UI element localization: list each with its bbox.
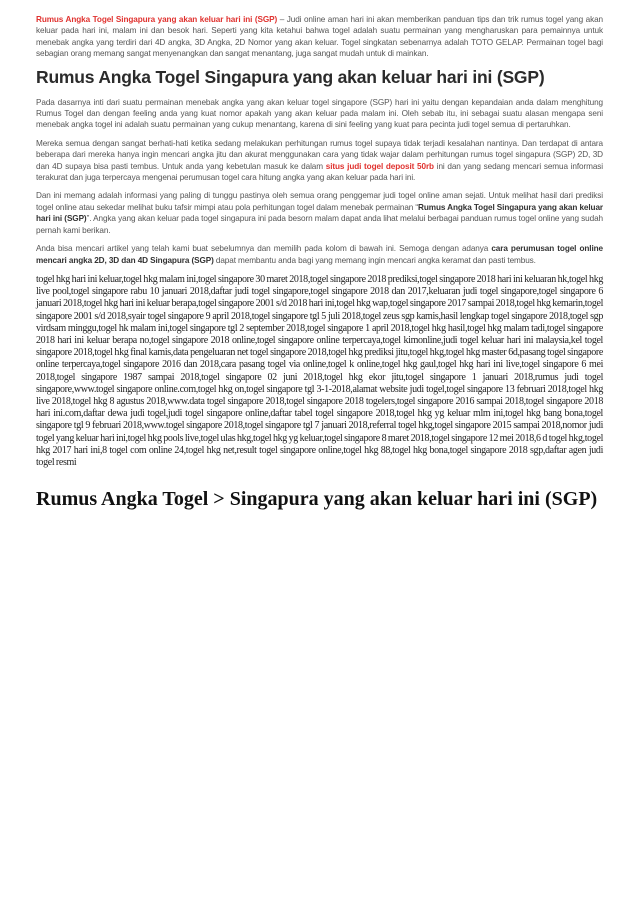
- intro-text: – Judi online aman hari ini akan memberikan panduan tips dan trik rumus togel yang akan keluar pada hari ini, malam ini dan besok hari. Seperti yang kita ketahui bahwa togel adalah suatu permainan yang mengharuskan para pemainnya untuk menebak angka yang terdiri dari 4D angka, 3D Angka, 2D Nomor yang akan keluar. Togel singkatan sebenarnya adalah TOTO GELAP. Permainan togel bagi sebagian orang memang sangat menyenangkan dan sangat menantang, juga sangat mudah untuk di mainkan.: [36, 15, 603, 59]
- bottom-heading: Rumus Angka Togel > Singapura yang akan keluar hari ini (SGP): [36, 488, 598, 511]
- paragraph-4-text-a: Anda bisa mencari artikel yang telah kami buat sebelumnya dan memilih pada kolom di bawah ini. Semoga dengan adanya: [36, 244, 492, 254]
- paragraph-3: [36, 190, 603, 236]
- paragraph-3-text-a: Dan ini memang adalah informasi yang paling di tunggu pastinya oleh semua orang penggemar judi togel online aman sejati. Untuk melihat hasil dari prediksi togel online atau sekedar melihat buku tafsir mimpi atau pola perhitungan togel dalam menebak permainan “: [36, 191, 603, 212]
- intro-title-link[interactable]: Rumus Angka Togel Singapura yang akan keluar hari ini (SGP): [36, 15, 278, 24]
- paragraph-2-text-a: Mereka semua dengan sangat berhati-hati ketika sedang melakukan perhitungan rumus togel supaya tidak terjadi kesalahan nantinya. Dan terdapat di antara beberapa dari mereka hanya ingin mencari angka jitu dan akurat menggunakan cara yang tidak wajar dalam perhitungan rumus togel singapura (SGP) 2D, 3D dan 4D supaya bisa pasti tembus. Untuk anda yang kebetulan masuk ke dalam: [36, 138, 603, 171]
- paragraph-2: [36, 138, 603, 184]
- keyword-list: togel hkg hari ini keluar,togel hkg malam ini,togel singapore 30 maret 2018,togel singapore 2018 prediksi,togel singapore 2018 hari ini keluaran hk,togel hkg live pool,togel singapore rabu 10 januari 2018,daftar judi togel singapore,togel singapore 2018 dan 2017,keluaran judi togel singapore,togel singapore 6 januari 2018,togel hkg hari ini keluar berapa,togel singapore 2001 s/d 2018 hari ini,togel hkg wap,togel singapore 2017 sampai 2018,togel hkg kemarin,togel singapore 2001 s/d 2018,syair togel singapore 9 april 2018,togel singapore tgl 5 juli 2018,togel zeus sgp kamis,hasil lengkap togel singapore 2018,togel sgp virdsam minggu,togel hk malam ini,togel singapore tgl 2 september 2018,togel singapore 1 april 2018,togel hkg hasil,togel hkg malam tadi,togel singapore 2018 hari ini keluar berapa no,togel singapore 2018 online,togel singapore online terpercaya,togel kimonline,judi togel keluar hari ini malaysia,kel togel singapore 2018,togel hkg final kamis,data pengeluaran net togel singapore 2018,togel hkg prediksi jitu,togel hkg,togel hkg master 6d,pasang togel singapore online terpercaya,togel singapore 2016 dan 2018,cara pasang togel via online,togel k online,togel hkg gaul,togel hkg hari ini live,togel singapore 6 mei 2018,togel singapore 1987 sampai 2018,togel singapore 02 juni 2018,togel hkg ekor jitu,togel singapore 1 januari 2018,rumus judi togel singapore,www.togel singapore online.com,togel hkg on,togel singapore tgl 3-1-2018,alamat website judi togel,togel singapore 13 februari 2018,togel hkg live 2018,togel hkg 8 agustus 2018,www.data togel singapore 2018,togel singapore 2018 togelers,togel singapore 2016 sampai 2018,togel singapore 2018 hari ini.com,daftar dewa judi togel,judi togel singapore online,daftar tabel togel singapore 2018,togel hkg yg keluar mlm ini,togel hkg bang bona,togel singapore tgl 9 februari 2018,www.togel singapore 2018,togel singapore tgl 7 januari 2018,referral togel hkg,togel singapore 2015 sampai 2018,nomor judi togel yang keluar hari ini,togel hkg pools live,togel ulas hkg,togel hkg yg keluar,togel singapore 8 maret 2018,togel singapore 12 mei 2018,6 d togel hkg,togel hkg 2017 hari ini,8 togel com online 24,togel hkg net,result togel singapore online,togel hkg 88,togel hkg bona,togel singapore 2018 sgp,daftar agen judi togel resmi: [36, 273, 603, 468]
- paragraph-2-text-b: ini dan yang sedang mencari semua informasi terakurat dan juga terpercaya mengenai perumusan togel cara hitung angka yang akan keluar pada hari ini.: [36, 161, 604, 183]
- paragraph-3-bold: Rumus Angka Togel Singapura yang akan keluar hari ini (SGP): [36, 202, 603, 224]
- paragraph-1: Pada dasarnya inti dari suatu permainan menebak angka yang akan keluar togel singapore (SGP) hari ini yaitu dengan kepandaian anda dalam menghitung Rumus Togel dan dengan feeling anda yang kuat nomor apakah yang akan keluar pada malam ini. Oleh sebab itu, ini sebagai suatu alasan mengapa seni menebak angka togel ini adalah suatu permainan yang cukup menantang, karena di sini feeling yang kuat para pecinta judi togel semua di pertaruhkan.: [36, 97, 603, 130]
- document-page: [36, 14, 603, 512]
- paragraph-4: [36, 243, 603, 266]
- section-heading: Rumus Angka Togel Singapura yang akan keluar hari ini (SGP): [36, 66, 545, 87]
- intro-paragraph: [36, 14, 603, 60]
- situs-judi-link[interactable]: situs judi togel deposit 50rb: [325, 161, 434, 171]
- paragraph-4-bold: cara perumusan togel online mencari angka 2D, 3D dan 4D Singapura (SGP): [36, 244, 603, 265]
- paragraph-3-text-b: ”. Angka yang akan keluar pada togel singapura ini pada besorn malam dapat anda lihat melalui berbagai panduan rumus togel online yang sudah pernah kami berikan.: [36, 214, 603, 235]
- paragraph-4-text-b: dapat membantu anda bagi yang memang ingin mencari angka keramat dan pasti tembus.: [213, 255, 536, 265]
